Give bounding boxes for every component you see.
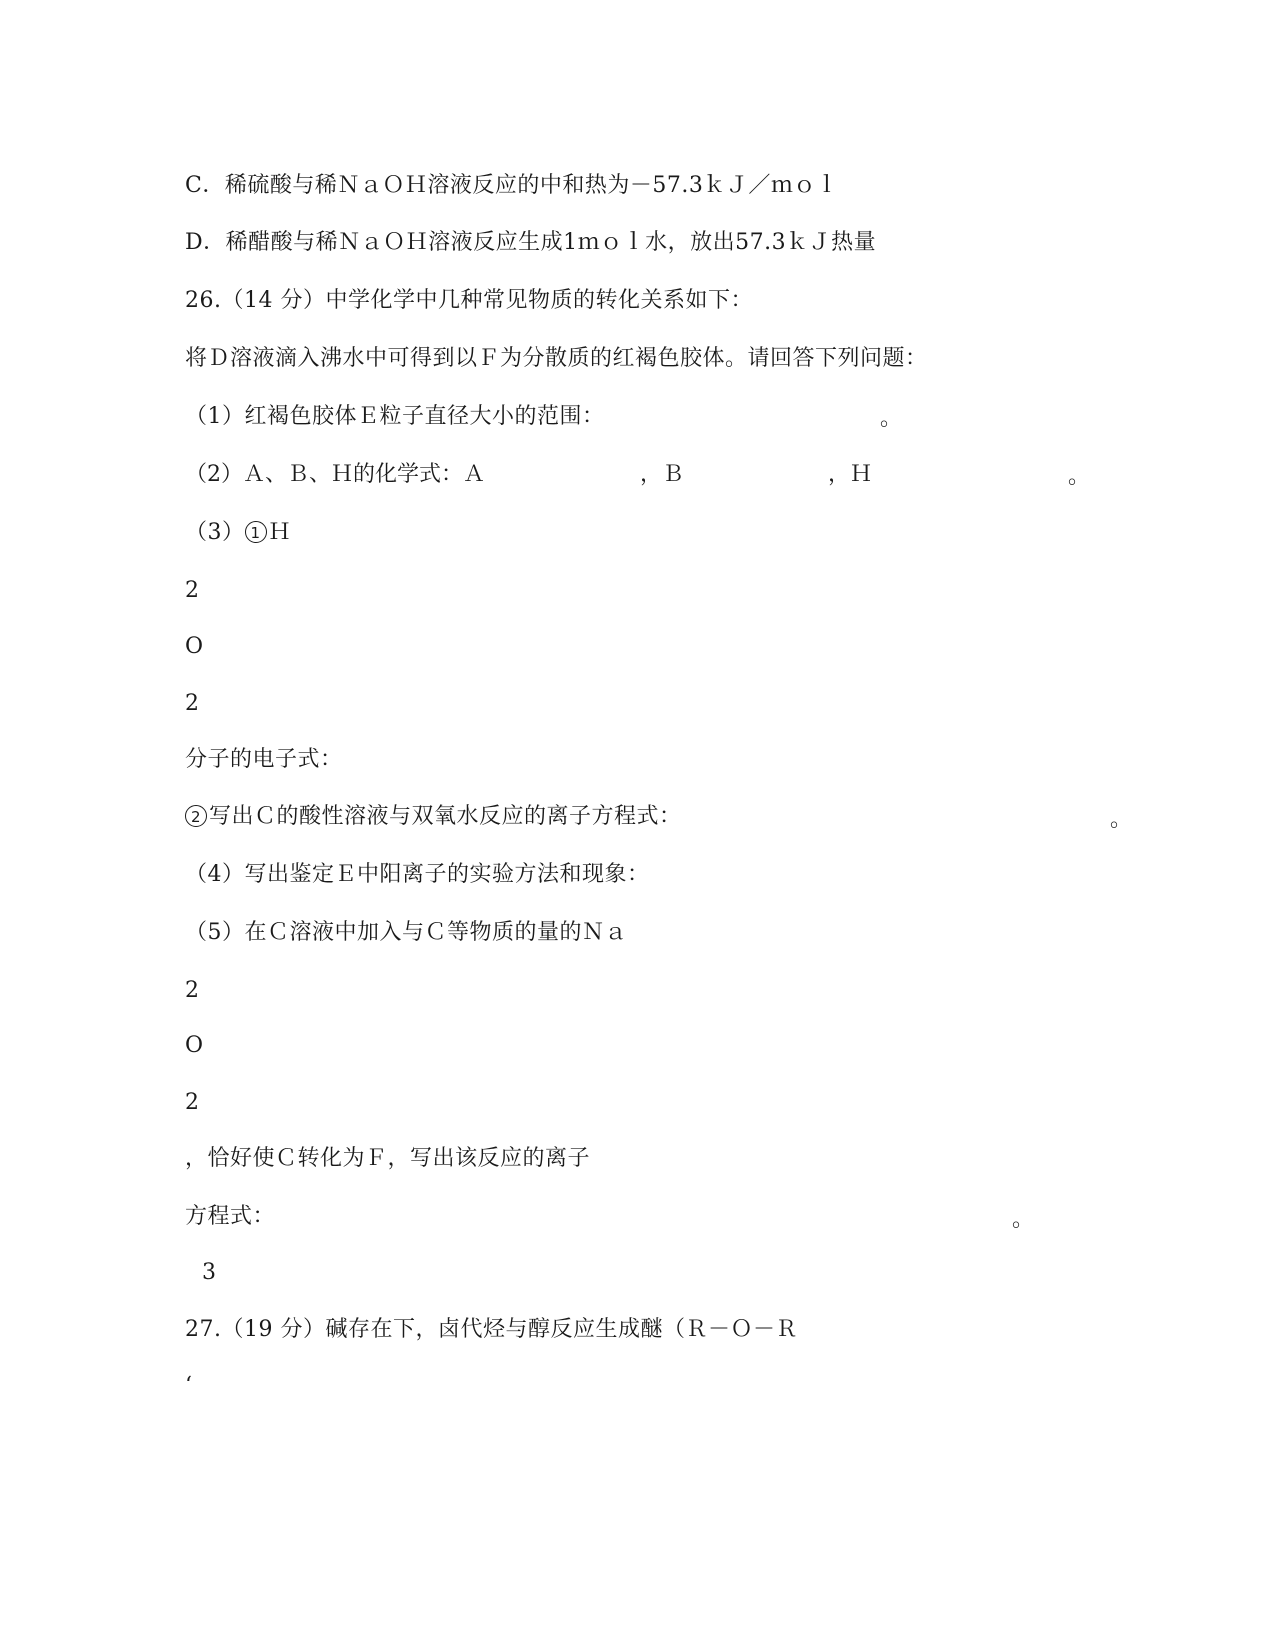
q26-part5: （5）在Ｃ溶液中加入与Ｃ等物质的量的Ｎａ bbox=[185, 920, 627, 945]
prime-mark: ‘ bbox=[185, 1373, 193, 1398]
q26-part3-2-text: 写出Ｃ的酸性溶液与双氧水反应的离子方程式： bbox=[209, 804, 682, 829]
q26-part2-end-mark: 。 bbox=[1068, 464, 1091, 489]
circled-number-1: 1 bbox=[245, 521, 267, 543]
q26-part3-prefix: （3） bbox=[185, 520, 245, 545]
letter-o-a: O bbox=[185, 634, 204, 659]
q26-part2-label: （2）Ａ、Ｂ、Ｈ的化学式：Ａ bbox=[185, 462, 485, 487]
q26-part2-h: ，Ｈ bbox=[828, 462, 873, 487]
equation-end-mark: 。 bbox=[1012, 1207, 1035, 1232]
subscript-2-a: 2 bbox=[185, 578, 200, 603]
electron-formula-prompt: 分子的电子式： bbox=[185, 747, 343, 772]
subscript-2-c: 2 bbox=[185, 978, 200, 1003]
q26-part2-b: ，Ｂ bbox=[640, 462, 685, 487]
subscript-3: 3 bbox=[202, 1260, 217, 1285]
q26-part4: （4）写出鉴定Ｅ中阳离子的实验方法和现象： bbox=[185, 862, 650, 887]
option-d-line: D．稀醋酸与稀ＮａＯＨ溶液反应生成1ｍｏｌ水，放出57.3ｋＪ热量 bbox=[185, 230, 877, 255]
question-27-heading: 27.（19 分）碱存在下，卤代烃与醇反应生成醚（Ｒ－Ｏ－Ｒ bbox=[185, 1317, 798, 1342]
q26-part3 bbox=[185, 519, 291, 547]
q26-part3-h: Ｈ bbox=[268, 520, 292, 545]
q26-part3-2-end-mark: 。 bbox=[1110, 807, 1133, 832]
subscript-2-b: 2 bbox=[185, 691, 200, 716]
question-26-heading: 26.（14 分）中学化学中几种常见物质的转化关系如下： bbox=[185, 288, 753, 313]
q26-part1: （1）红褐色胶体Ｅ粒子直径大小的范围： bbox=[185, 404, 605, 429]
subscript-2-d: 2 bbox=[185, 1090, 200, 1115]
equation-prompt: 方程式： bbox=[185, 1204, 276, 1229]
letter-o-b: O bbox=[185, 1033, 204, 1058]
option-c-line: C．稀硫酸与稀ＮａＯＨ溶液反应的中和热为－57.3ｋＪ／ｍｏｌ bbox=[185, 173, 839, 198]
circled-number-2: 2 bbox=[185, 805, 207, 827]
question-26-intro: 将Ｄ溶液滴入沸水中可得到以Ｆ为分散质的红褐色胶体。请回答下列问题： bbox=[185, 346, 928, 371]
q26-part3-2 bbox=[185, 803, 682, 831]
q26-part5-cont: ，恰好使Ｃ转化为Ｆ，写出该反应的离子 bbox=[185, 1146, 591, 1171]
q26-part1-end-mark: 。 bbox=[880, 406, 903, 431]
